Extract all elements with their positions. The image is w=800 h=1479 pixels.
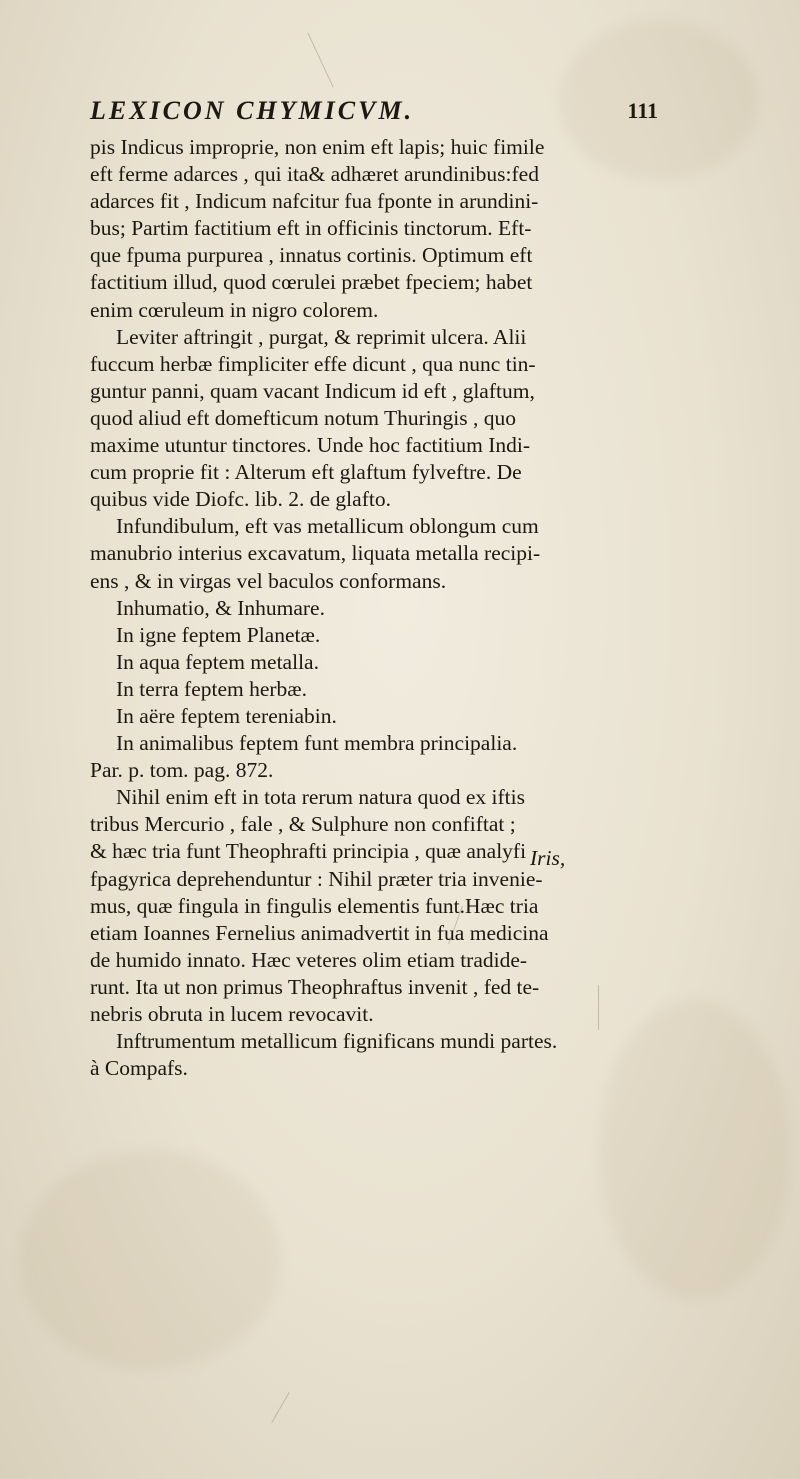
text-line: Nihil enim eft in tota rerum natura quod ex iftis [116,785,525,810]
text-line: que fpuma purpurea , innatus cortinis. Optimum eft [90,243,533,268]
paper-scratch [307,33,333,88]
text-line: Infundibulum, eft vas metallicum oblongum cum [116,514,539,539]
text-line: adarces fit , Indicum nafcitur fua fponte in arundini- [90,189,539,214]
body-text [90,134,665,1082]
text-line: Par. p. tom. pag. 872. [90,758,274,783]
catchword: Iris, [530,846,566,870]
text-line: eft ferme adarces , qui ita& adhæret arundinibus:fed [90,162,539,187]
text-line: Inftrumentum metallicum fignificans mundi partes. [116,1029,558,1054]
text-line: In aëre feptem tereniabin. [116,703,337,728]
text-line: quod aliud eft domefticum notum Thuringis , quo [90,405,516,430]
text-line: etiam Ioannes Fernelius animadvertit in fua medicina [90,920,549,945]
text-line: fuccum herbæ fimpliciter effe dicunt , qua nunc tin- [90,351,536,376]
text-line: In igne feptem Planetæ. [116,622,321,647]
text-line: In animalibus feptem funt membra principalia. [116,731,518,756]
running-title: LEXICON CHYMICVM. [90,96,415,125]
text-line: ens , & in virgas vel baculos conformans. [90,568,447,593]
text-line: factitium illud, quod cœrulei præbet fpeciem; habet [90,270,533,295]
text-line: fpagyrica deprehenduntur : Nihil præter tria invenie- [90,866,543,891]
text-line: cum proprie fit : Alterum eft glaftum fylveftre. De [90,460,522,485]
text-line: & hæc tria funt Theophrafti principia , quæ analyfi [90,839,527,864]
text-line: bus; Partim factitium eft in officinis tinctorum. Eft- [90,216,532,241]
text-line: guntur panni, quam vacant Indicum id eft , glaftum, [90,378,535,403]
text-line: tribus Mercurio , fale , & Sulphure non confiftat ; [90,812,516,837]
text-line: quibus vide Diofc. lib. 2. de glafto. [90,487,391,512]
text-line: Inhumatio, & Inhumare. [116,595,325,620]
text-line: à Compafs. [90,1056,188,1081]
text-line: mus, quæ fingula in fingulis elementis funt.Hæc tria [90,893,539,918]
paper-stain [20,1150,280,1370]
text-line: runt. Ita ut non primus Theophraftus invenit , fed te- [90,974,540,999]
page-number: 111 [627,98,658,123]
text-line: pis Indicus improprie, non enim eft lapis; huic fimile [90,135,545,159]
text-line: In terra feptem herbæ. [116,676,308,701]
page-header [90,96,658,132]
text-line: manubrio interius excavatum, liquata metalla recipi- [90,541,541,566]
text-line: de humido innato. Hæc veteres olim etiam tradide- [90,947,528,972]
text-line: enim cœruleum in nigro colorem. [90,297,379,322]
text-line: nebris obruta in lucem revocavit. [90,1002,374,1026]
text-line: In aqua feptem metalla. [116,649,319,674]
paper-scratch [271,1392,289,1423]
text-line: Leviter aftringit , purgat, & reprimit ulcera. Alii [116,324,527,349]
text-line: maxime utuntur tinctores. Unde hoc factitium Indi- [90,433,531,458]
